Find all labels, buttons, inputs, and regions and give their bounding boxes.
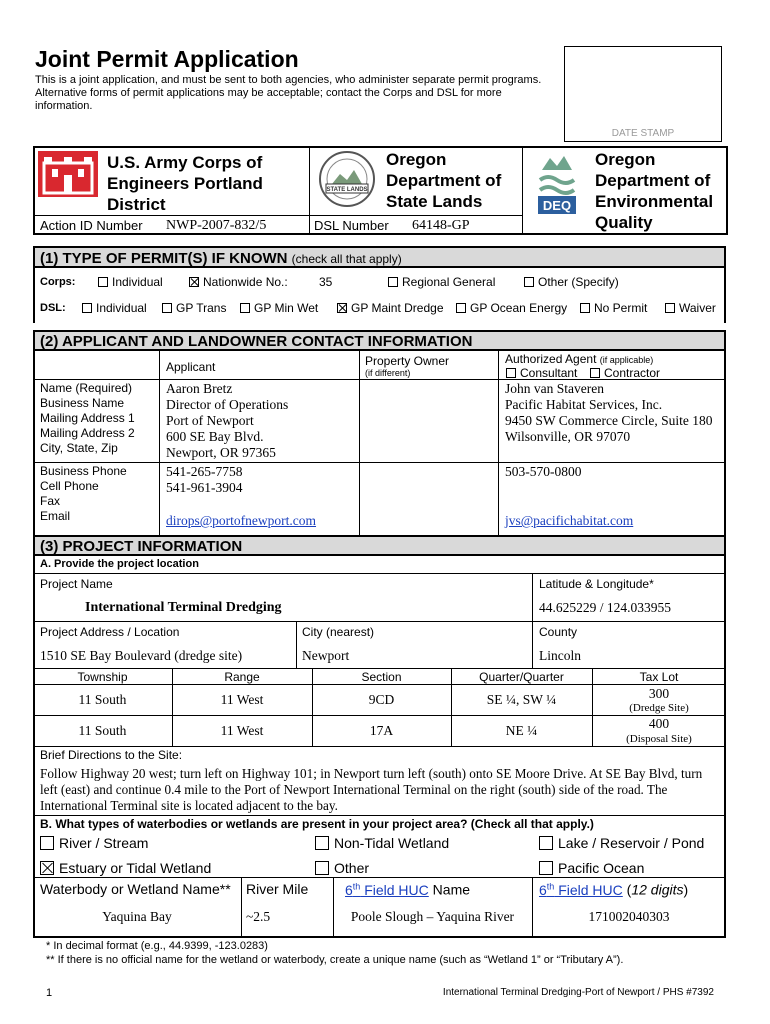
row1-taxlot[interactable]: 300 <box>648 686 670 701</box>
section1-note: (check all that apply) <box>291 252 402 266</box>
section3-header <box>33 535 726 556</box>
checkbox-icon[interactable] <box>539 861 553 875</box>
th-taxlot: Tax Lot <box>639 670 679 684</box>
row2-taxlot-note: (Disposal Site) <box>626 733 692 745</box>
option-label: Pacific Ocean <box>558 860 645 876</box>
option-label: Other (Specify) <box>538 275 619 289</box>
col-agent-header <box>505 352 653 366</box>
dsl-opt-gp-maint-dredge[interactable] <box>337 301 444 315</box>
label-business-name: Business Name <box>40 396 125 410</box>
corps-castle-logo <box>38 151 98 197</box>
checkbox-icon[interactable] <box>40 836 54 850</box>
latlong-value[interactable]: 44.625229 / 124.033955 <box>539 600 672 615</box>
option-label: Regional General <box>402 275 496 289</box>
wb-opt-lake[interactable] <box>539 835 704 851</box>
wb-name-value[interactable]: Yaquina Bay <box>102 909 172 924</box>
dsl-seal-logo <box>318 150 376 208</box>
dsl-name: Oregon Department of State Lands <box>386 150 502 211</box>
huc-six: 6 <box>539 881 547 898</box>
row1-township[interactable]: 11 South <box>78 692 127 707</box>
part-b-label: B. What types of waterbodies or wetlands are present in your project area? (Check all that apply.) <box>40 817 594 831</box>
city-label: City (nearest) <box>302 625 375 639</box>
applicant-cell-phone: 541-961-3904 <box>166 480 243 495</box>
contractor-option[interactable] <box>590 366 660 380</box>
corps-opt-other[interactable] <box>524 275 619 289</box>
checkbox-icon[interactable] <box>539 836 553 850</box>
row2-range[interactable]: 11 West <box>220 723 264 738</box>
checkbox-icon[interactable] <box>189 277 199 287</box>
label-email: Email <box>40 509 71 523</box>
applicant-mailing-2: 600 SE Bay Blvd. <box>166 429 264 444</box>
checkbox-icon[interactable] <box>315 836 329 850</box>
checkbox-icon[interactable] <box>82 303 92 313</box>
agent-note: (if applicable) <box>599 355 654 365</box>
option-label: GP Min Wet <box>254 301 319 315</box>
applicant-city-zip: Newport, OR 97365 <box>166 445 276 460</box>
applicant-business: Director of Operations <box>166 397 289 412</box>
checkbox-icon[interactable] <box>665 303 675 313</box>
wb-opt-estuary[interactable] <box>40 860 211 876</box>
wb-opt-river[interactable] <box>40 835 148 851</box>
svg-text:STATE LANDS: STATE LANDS <box>326 187 368 193</box>
wb-opt-ocean[interactable] <box>539 860 644 876</box>
option-label: Waiver <box>679 301 716 315</box>
dsl-number-label: DSL Number <box>314 218 389 233</box>
th-section: Section <box>361 670 402 684</box>
wb-name-label: Waterbody or Wetland Name** <box>40 881 231 897</box>
project-name-value[interactable]: International Terminal Dredging <box>85 600 282 615</box>
nationwide-number[interactable]: 35 <box>319 275 333 289</box>
th-quarter: Quarter/Quarter <box>479 670 564 684</box>
deq-name: Oregon Department of Environmental Quality <box>595 150 714 232</box>
footer-doc: International Terminal Dredging-Port of Newport / PHS #7392 <box>442 987 714 998</box>
section1-header <box>33 246 726 268</box>
checkbox-icon[interactable] <box>240 303 250 313</box>
river-mile-value[interactable]: ~2.5 <box>246 909 271 924</box>
phone-row-labels <box>40 464 127 524</box>
agent-email-link[interactable]: jvs@pacifichabitat.com <box>505 513 634 528</box>
wb-opt-other[interactable] <box>315 860 369 876</box>
checkbox-icon[interactable] <box>98 277 108 287</box>
applicant-business-phone: 541-265-7758 <box>166 464 243 479</box>
row2-township[interactable]: 11 South <box>78 723 127 738</box>
huc-name-link[interactable] <box>345 882 429 898</box>
row2-taxlot[interactable]: 400 <box>648 716 670 731</box>
applicant-address[interactable] <box>166 381 288 461</box>
option-label: River / Stream <box>59 835 149 851</box>
applicant-name: Aaron Bretz <box>166 381 233 396</box>
agent-mailing-1: 9450 SW Commerce Circle, Suite 180 <box>505 413 713 428</box>
corps-opt-nationwide[interactable] <box>189 275 288 289</box>
option-label: Individual <box>96 301 147 315</box>
applicant-phones[interactable] <box>166 464 243 496</box>
option-label: Lake / Reservoir / Pond <box>558 835 705 851</box>
dsl-opt-individual[interactable] <box>82 301 147 315</box>
agent-name: John van Staveren <box>505 381 604 396</box>
footnote-2: ** If there is no official name for the wetland or waterbody, create a unique name (such as “Wetland 1” or “Tributary A”). <box>46 954 624 966</box>
section3-title: (3) PROJECT INFORMATION <box>40 538 243 555</box>
page-title: Joint Permit Application <box>35 46 299 72</box>
th-range: Range <box>224 670 260 684</box>
row1-taxlot-note: (Dredge Site) <box>629 702 689 714</box>
checkbox-icon[interactable] <box>315 861 329 875</box>
option-label: Nationwide No.: <box>203 275 288 289</box>
dsl-opt-gp-ocean-energy[interactable] <box>456 301 567 315</box>
label-fax: Fax <box>40 494 61 508</box>
huc-name-suffix: Name <box>428 881 471 898</box>
huc-field: Field HUC <box>360 881 429 898</box>
huc-name-label <box>345 881 470 898</box>
contact-row-labels <box>40 381 135 456</box>
county-value[interactable]: Lincoln <box>539 648 581 663</box>
city-value[interactable]: Newport <box>302 648 350 663</box>
checkbox-icon[interactable] <box>580 303 590 313</box>
section1-title: (1) TYPE OF PERMIT(S) IF KNOWN <box>40 250 288 267</box>
option-label: GP Maint Dredge <box>351 301 444 315</box>
huc-th: th <box>546 881 555 891</box>
corps-opt-regional[interactable] <box>388 275 495 289</box>
checkbox-icon[interactable] <box>162 303 172 313</box>
option-label: Other <box>334 860 370 876</box>
label-business-phone: Business Phone <box>40 464 127 478</box>
huc-digits-link[interactable] <box>539 882 623 898</box>
col-applicant-header: Applicant <box>166 360 216 374</box>
row2-qq[interactable]: NE ¼ <box>505 723 538 738</box>
label-name: Name (Required) <box>40 381 133 395</box>
option-label: No Permit <box>594 301 648 315</box>
huc-digits-value[interactable]: 171002040303 <box>588 909 670 924</box>
checkbox-icon[interactable] <box>456 303 466 313</box>
checkbox-icon[interactable] <box>388 277 398 287</box>
directions-text[interactable]: Follow Highway 20 west; turn left on Highway 101; in Newport turn left (south) onto SE Moore Drive. At SE Bay Blvd, turn left (east) and continue 0.4 mile to the Port of Newport International Terminal on the right (south) side of the road. The International Terminal site is located adjacent to the bay. <box>40 766 703 813</box>
checkbox-icon[interactable] <box>337 303 347 313</box>
label-city-state-zip: City, State, Zip <box>40 441 118 455</box>
dsl-label: DSL: <box>40 302 66 314</box>
date-stamp-label: DATE STAMP <box>611 128 675 139</box>
corps-label: Corps: <box>40 276 76 288</box>
applicant-mailing-1: Port of Newport <box>166 413 254 428</box>
huc-digits-suffix: 12 digits <box>631 881 684 898</box>
checkbox-icon[interactable] <box>524 277 534 287</box>
latlong-label: Latitude & Longitude* <box>539 577 654 591</box>
section2-header <box>33 330 726 351</box>
section2-title: (2) APPLICANT AND LANDOWNER CONTACT INFORMATION <box>40 333 473 350</box>
checkbox-icon[interactable] <box>40 861 54 875</box>
county-label: County <box>539 625 578 639</box>
huc-digits-label: 6th Field HUC (12 digits) <box>539 881 689 898</box>
dsl-opt-no-permit[interactable] <box>580 301 647 315</box>
huc-field: Field HUC <box>554 881 623 898</box>
consultant-option[interactable] <box>506 366 577 380</box>
part-a-label: A. Provide the project location <box>40 558 199 570</box>
corps-name: U.S. Army Corps of Engineers Portland District <box>107 153 263 214</box>
agent-business: Pacific Habitat Services, Inc. <box>505 397 663 412</box>
deq-logo <box>538 150 576 216</box>
page-number: 1 <box>46 987 53 999</box>
row1-qq[interactable]: SE ¼, SW ¼ <box>486 692 557 707</box>
wb-opt-nontidal[interactable] <box>315 835 449 851</box>
address-label: Project Address / Location <box>40 625 180 639</box>
address-value[interactable]: 1510 SE Bay Boulevard (dredge site) <box>40 648 243 663</box>
agent-address[interactable] <box>505 381 712 445</box>
col-owner-note: (if different) <box>365 368 411 378</box>
agent-phone[interactable]: 503-570-0800 <box>505 464 582 479</box>
label-mailing-2: Mailing Address 2 <box>40 426 135 440</box>
row1-range[interactable]: 11 West <box>220 692 264 707</box>
th-township: Township <box>77 670 128 684</box>
svg-text:DEQ: DEQ <box>542 198 572 213</box>
dsl-opt-gp-min-wet[interactable] <box>240 301 318 315</box>
action-id-value[interactable]: NWP-2007-832/5 <box>166 218 267 233</box>
corps-opt-individual[interactable] <box>98 275 163 289</box>
option-label: Non-Tidal Wetland <box>334 835 450 851</box>
agent-city-zip: Wilsonville, OR 97070 <box>505 429 631 444</box>
footnote-1: * In decimal format (e.g., 44.9399, -123.0283) <box>46 940 268 952</box>
huc-th: th <box>352 881 361 891</box>
label-cell-phone: Cell Phone <box>40 479 99 493</box>
option-label: Individual <box>112 275 163 289</box>
agent-label: Authorized Agent <box>505 352 597 366</box>
dsl-opt-gp-trans[interactable] <box>162 301 226 315</box>
huc-name-value[interactable]: Poole Slough – Yaquina River <box>350 909 515 924</box>
col-owner-header: Property Owner <box>365 354 450 368</box>
option-label: Estuary or Tidal Wetland <box>59 860 212 876</box>
option-label: Consultant <box>520 366 578 380</box>
date-stamp-box <box>564 46 722 142</box>
label-mailing-1: Mailing Address 1 <box>40 411 135 425</box>
dsl-number-value[interactable]: 64148-GP <box>412 218 470 233</box>
project-name-label: Project Name <box>40 577 113 591</box>
row1-section[interactable]: 9CD <box>368 692 395 707</box>
river-mile-label: River Mile <box>246 881 309 897</box>
checkbox-icon[interactable] <box>506 368 516 378</box>
option-label: GP Ocean Energy <box>470 301 568 315</box>
intro-text: This is a joint application, and must be sent to both agencies, who administer separate permit programs. Alternative forms of permit applications may be acceptable; contact the Corps and DSL for more information. <box>35 74 542 112</box>
action-id-label: Action ID Number <box>40 218 143 233</box>
option-label: GP Trans <box>176 301 227 315</box>
dsl-opt-waiver[interactable] <box>665 301 716 315</box>
checkbox-icon[interactable] <box>590 368 600 378</box>
huc-six: 6 <box>345 881 353 898</box>
directions-label: Brief Directions to the Site: <box>40 748 183 762</box>
option-label: Contractor <box>604 366 661 380</box>
row2-section[interactable]: 17A <box>369 723 394 738</box>
applicant-email-link[interactable]: dirops@portofnewport.com <box>166 513 317 528</box>
